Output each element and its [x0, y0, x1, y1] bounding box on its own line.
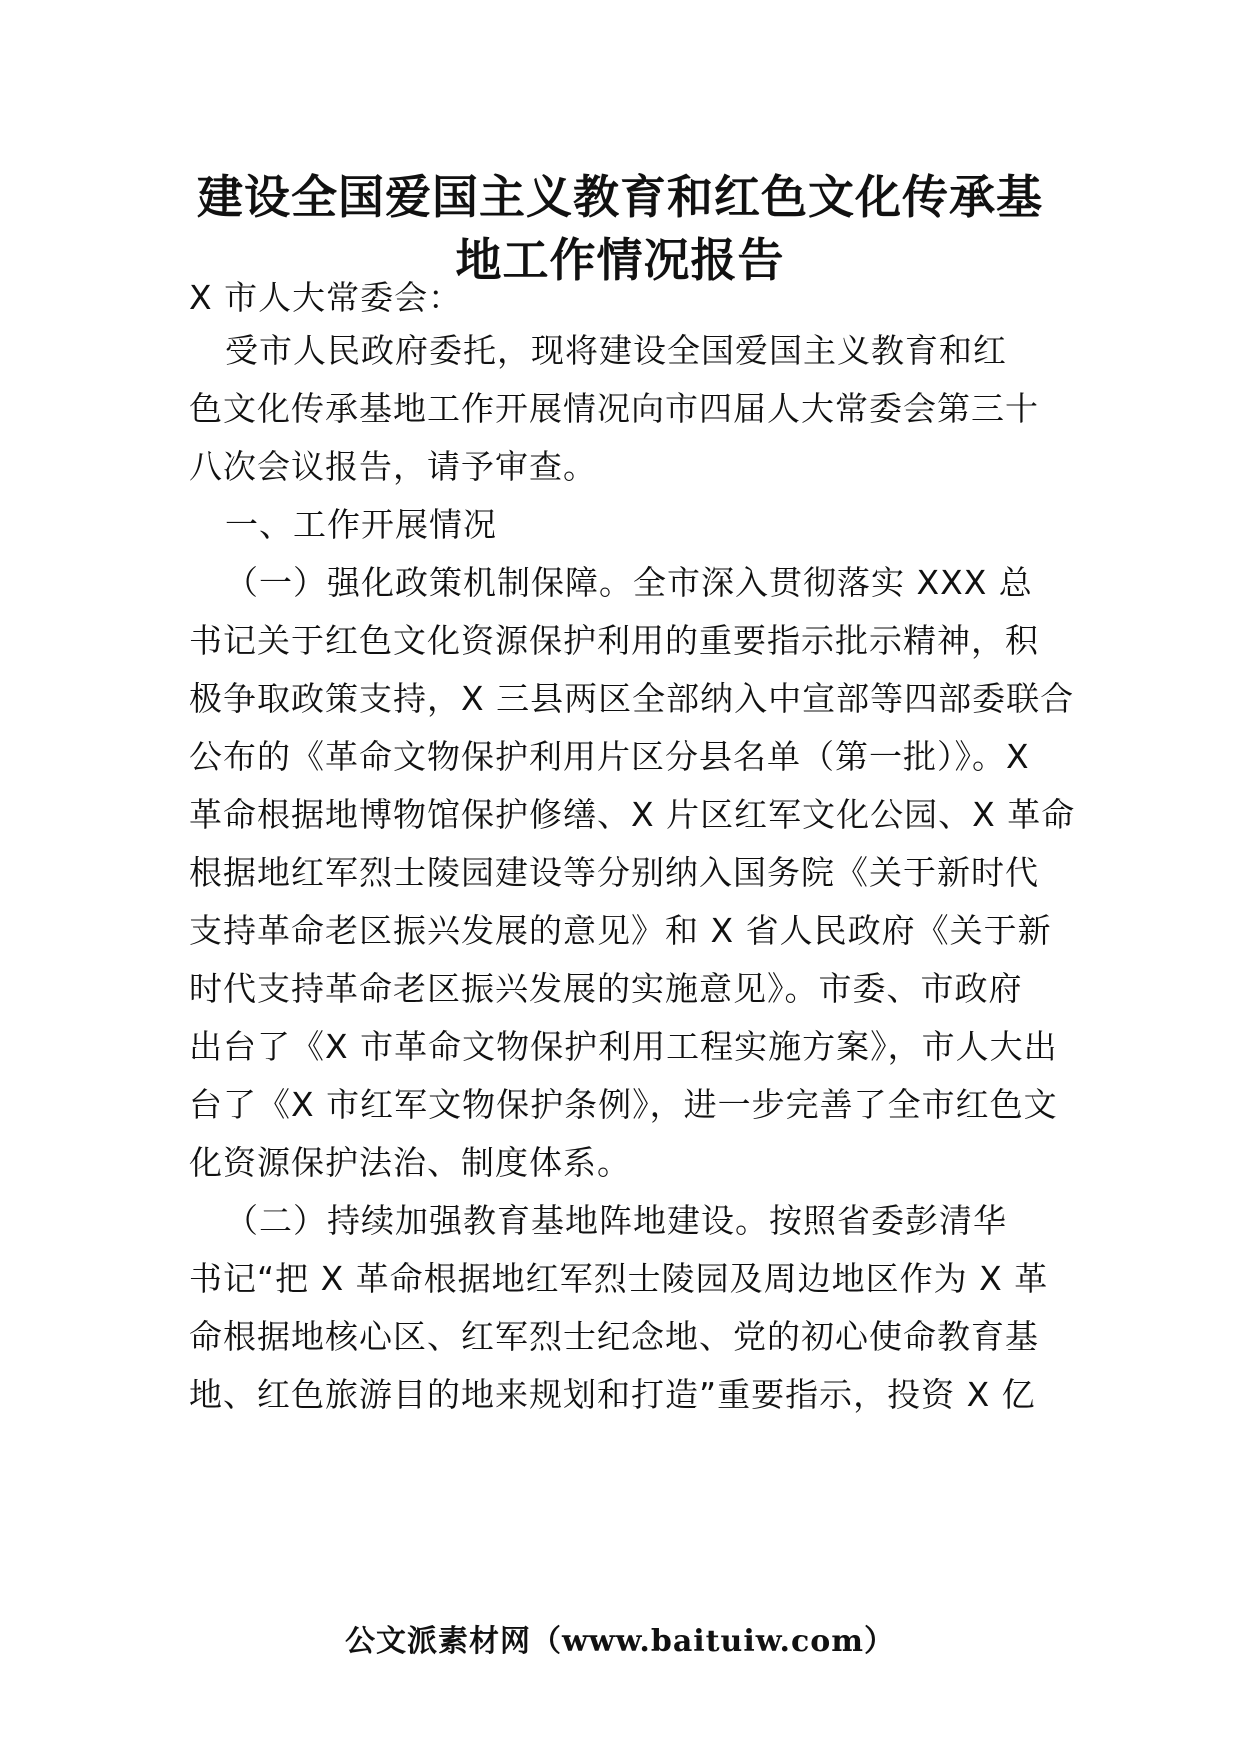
footer-watermark: 公文派素材网（www.baituiw.com） [344, 1624, 896, 1659]
paragraph-line: 时代支持革命老区振兴发展的实施意见》。市委、市政府 [189, 969, 1023, 1008]
paragraph-line: 化资源保护法治、制度体系。 [189, 1143, 631, 1182]
title-line-1: 建设全国爱国主义教育和红色文化传承基 [197, 170, 1043, 224]
paragraph-line: 根据地红军烈士陵园建设等分别纳入国务院《关于新时代 [189, 853, 1039, 892]
paragraph-line: 地、红色旅游目的地来规划和打造”重要指示，投资 X 亿 [189, 1375, 1036, 1414]
paragraph-line: 出台了《X 市革命文物保护利用工程实施方案》，市人大出 [189, 1027, 1058, 1066]
paragraph-line: 书记关于红色文化资源保护利用的重要指示批示精神，积 [189, 621, 1039, 660]
section-heading: 一、工作开展情况 [225, 505, 497, 544]
paragraph-line: （一）强化政策机制保障。全市深入贯彻落实 XXX 总 [225, 563, 1033, 602]
paragraph-line: 公布的《革命文物保护利用片区分县名单（第一批）》。X [189, 737, 1030, 776]
title-line-2: 地工作情况报告 [455, 233, 785, 287]
paragraph-line: 革命根据地博物馆保护修缮、X 片区红军文化公园、X 革命 [189, 795, 1076, 834]
paragraph-line: 支持革命老区振兴发展的意见》和 X 省人民政府《关于新 [189, 911, 1052, 950]
salutation: X 市人大常委会： [189, 278, 463, 317]
paragraph-line: 命根据地核心区、红军烈士纪念地、党的初心使命教育基 [189, 1317, 1039, 1356]
paragraph-line: 八次会议报告，请予审查。 [189, 447, 597, 486]
paragraph-line: 极争取政策支持，X 三县两区全部纳入中宣部等四部委联合 [189, 679, 1075, 718]
paragraph-line: 色文化传承基地工作开展情况向市四届人大常委会第三十 [189, 389, 1039, 428]
paragraph-line: 书记“把 X 革命根据地红军烈士陵园及周边地区作为 X 革 [189, 1259, 1049, 1298]
paragraph-line: 受市人民政府委托，现将建设全国爱国主义教育和红 [225, 331, 1007, 370]
paragraph-line: （二）持续加强教育基地阵地建设。按照省委彭清华 [225, 1201, 1007, 1240]
paragraph-line: 台了《X 市红军文物保护条例》，进一步完善了全市红色文 [189, 1085, 1058, 1124]
